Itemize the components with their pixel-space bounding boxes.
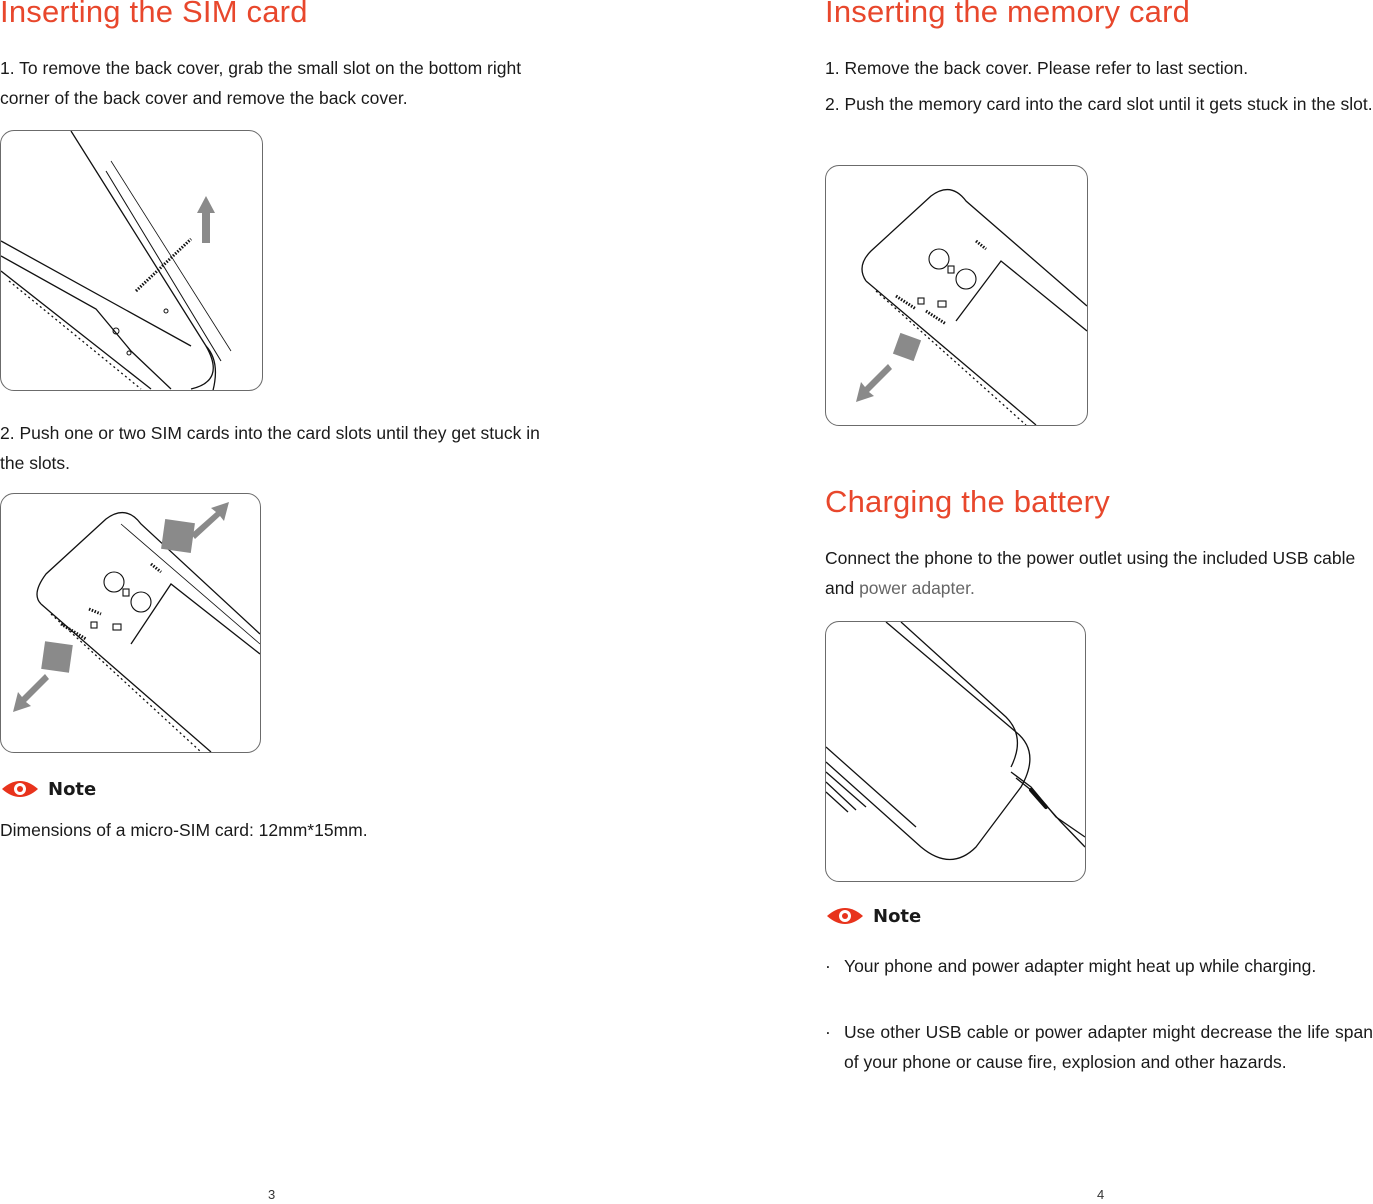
sim-step-2: 2. Push one or two SIM cards into the card slots until they get stuck in the slots. (0, 423, 540, 473)
battery-text (825, 543, 1373, 603)
section-title-memory: Inserting the memory card (825, 0, 1191, 29)
phone-charging-illustration (826, 622, 1085, 881)
bullet-text: Use other USB cable or power adapter might decrease the life span of your phone or cause fire, explosion and other hazards. (844, 1022, 1373, 1072)
eye-note-icon (0, 776, 40, 802)
memory-step-2: 2. Push the memory card into the card slot until it gets stuck in the slot. (825, 94, 1373, 114)
figure-remove-back-cover (0, 130, 263, 391)
phone-memory-slot-illustration (826, 166, 1087, 425)
arrow-up-icon (1, 131, 262, 390)
figure-charging (825, 621, 1086, 882)
memory-step-1: 1. Remove the back cover. Please refer to last section. (825, 58, 1249, 78)
bullet-text: Your phone and power adapter might heat up while charging. (844, 956, 1317, 976)
battery-text-muted: power adapter. (859, 578, 975, 598)
note-bullet-1 (825, 951, 1373, 981)
note-battery (825, 903, 921, 929)
bullet-marker: · (825, 1022, 831, 1042)
note-label: Note (48, 778, 97, 800)
note-bullet-2 (825, 1017, 1373, 1077)
sim-step-1: 1. To remove the back cover, grab the small slot on the bottom right corner of the back cover and remove the back cover. (0, 58, 522, 108)
section-title-sim: Inserting the SIM card (0, 0, 308, 29)
page-number-left: 3 (268, 1187, 276, 1202)
note-label: Note (873, 905, 922, 927)
arrow-up-right-icon (856, 364, 892, 402)
arrow-top-right (191, 502, 229, 539)
note-sim (0, 776, 96, 802)
page-number-right: 4 (1097, 1187, 1105, 1202)
bullet-marker: · (825, 956, 831, 976)
eye-note-icon (825, 903, 865, 929)
phone-sim-slots-illustration (1, 494, 260, 752)
battery-text-main: Connect the phone to the power outlet using the included USB cable and (825, 548, 1356, 598)
figure-insert-sim (0, 493, 261, 753)
figure-insert-memory-card (825, 165, 1088, 426)
note-sim-text: Dimensions of a micro-SIM card: 12mm*15mm. (0, 820, 368, 840)
section-title-battery: Charging the battery (825, 484, 1110, 519)
